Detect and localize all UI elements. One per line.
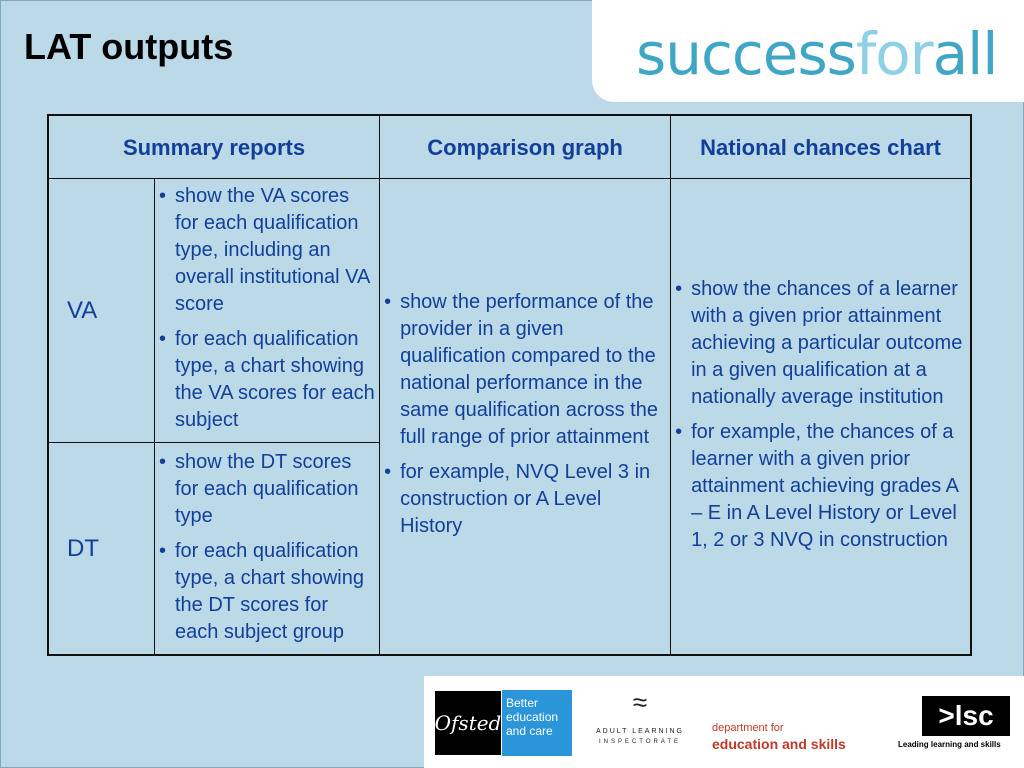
- list-item: • show the performance of the provider in a given qualification compared to the national performance in the same qualification across the full range of prior attainment: [380, 289, 666, 451]
- list-item: • show the VA scores for each qualification type, including an overall institutional VA score: [155, 183, 375, 318]
- ali-swirl-icon: ≈: [632, 687, 648, 717]
- table-header-row: [48, 115, 971, 179]
- ali-logo: [592, 688, 688, 745]
- ofsted-logo: [434, 690, 572, 756]
- list-item: • show the chances of a learner with a given prior attainment achieving a particular outcome in a given qualification at a nationally average institution: [671, 276, 966, 411]
- ali-line1: ADULT LEARNING: [595, 728, 685, 735]
- list-item: • for example, the chances of a learner with a given prior attainment achieving grades A – E in A Level History or Level 1, 2 or 3 NVQ in construction: [671, 419, 966, 554]
- lsc-wordmark: >lsc: [922, 696, 1010, 736]
- ali-line2: INSPECTORATE: [598, 739, 682, 745]
- successforall-wordmark: successforall: [636, 20, 998, 88]
- list-item: • for each qualification type, a chart showing the DT scores for each subject group: [155, 538, 375, 646]
- dfes-line2: education and skills: [712, 736, 846, 752]
- lsc-tagline: Leading learning and skills: [898, 740, 1001, 749]
- header-comparison-graph: Comparison graph: [380, 115, 671, 179]
- dt-summary-cell: [155, 443, 380, 656]
- va-summary-cell: [155, 179, 380, 443]
- dfes-line1: department for: [712, 722, 784, 734]
- slide-title: LAT outputs: [24, 26, 234, 67]
- list-item: • show the DT scores for each qualification type: [155, 449, 375, 530]
- lat-outputs-table: [47, 114, 972, 656]
- partner-logos-strip: [424, 676, 1024, 768]
- ofsted-tagline: Better education and care: [502, 690, 572, 756]
- table-row: [48, 179, 971, 443]
- header-national-chances-chart: National chances chart: [671, 115, 971, 179]
- comparison-graph-cell: [380, 179, 671, 656]
- list-item: • for each qualification type, a chart showing the VA scores for each subject: [155, 326, 375, 434]
- lsc-logo: [896, 696, 1016, 749]
- national-chances-cell: [671, 179, 971, 656]
- row-label-va: VA: [48, 179, 155, 443]
- header-summary-reports: Summary reports: [48, 115, 380, 179]
- row-label-dt: DT: [48, 443, 155, 656]
- list-item: • for example, NVQ Level 3 in construction or A Level History: [380, 459, 666, 540]
- successforall-logo: [592, 0, 1024, 102]
- dfes-logo: [712, 722, 846, 752]
- ofsted-wordmark: Ofsted: [434, 690, 502, 756]
